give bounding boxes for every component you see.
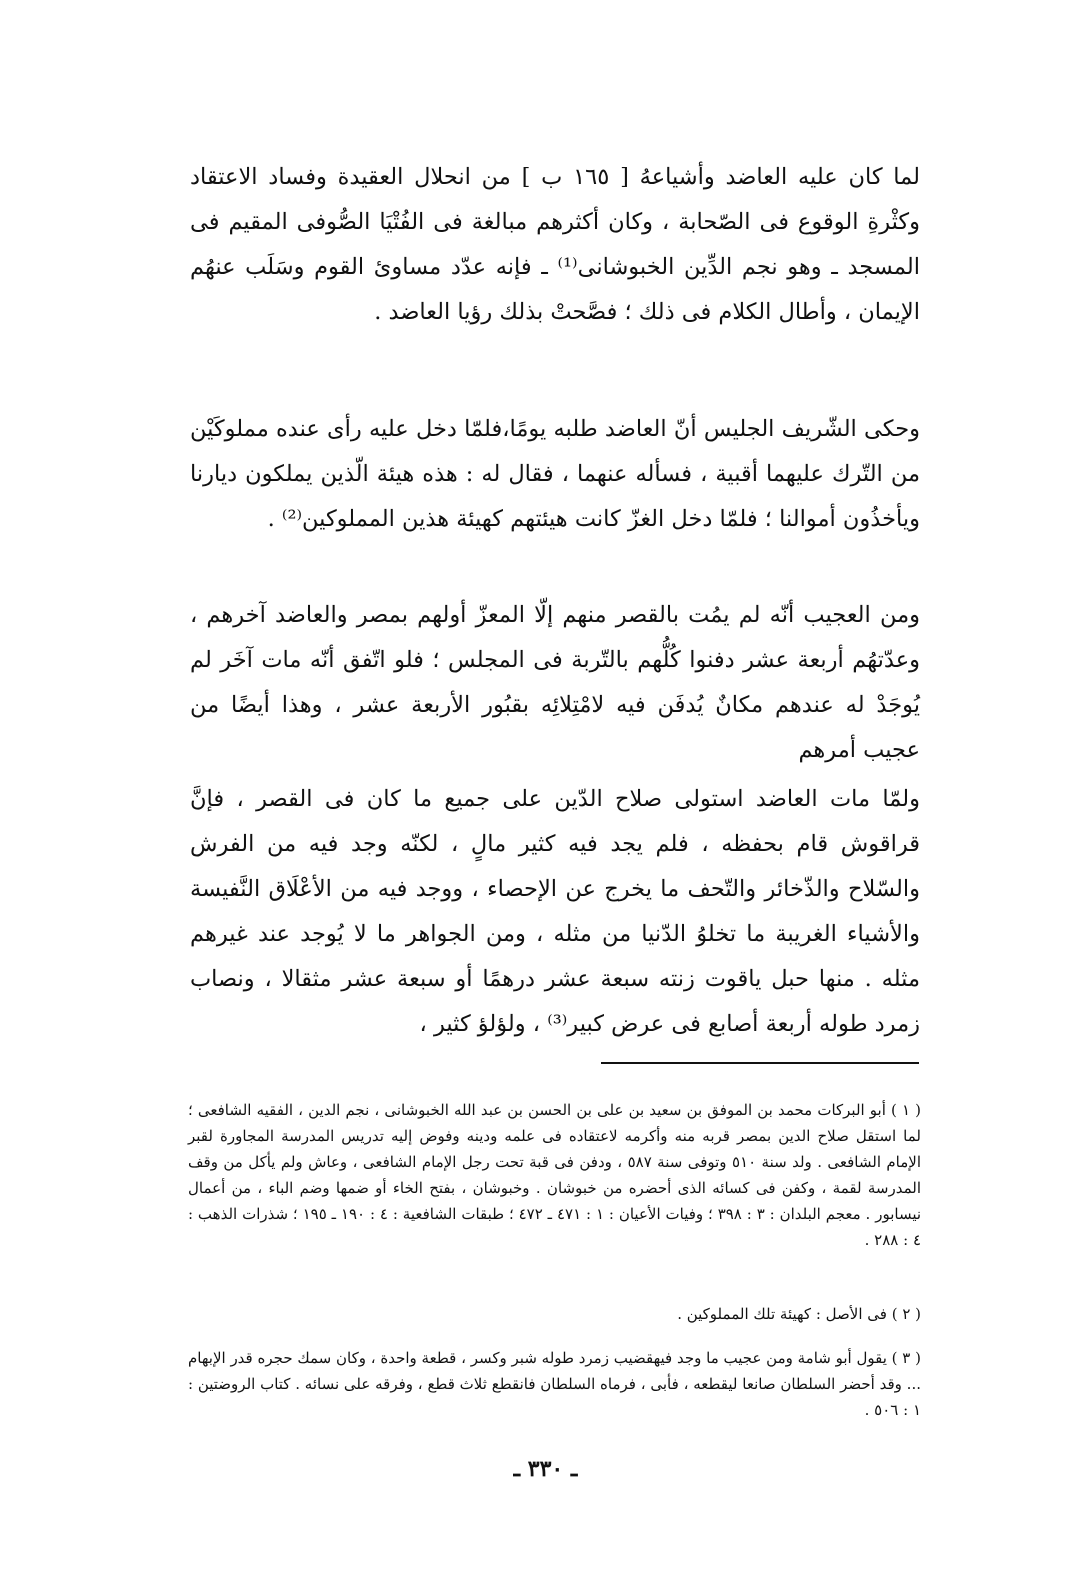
body-paragraph: لما كان عليه العاضد وأشياعهُ [ ١٦٥ ب ] من انحلال العقيدة وفساد الاعتقاد وكثْرةِ الوقوع فى الصّحابة ، وكان أكثرهم مبالغة فى الفُتْيَا الصُّوفى المقيم فى المسجد ـ وهو نجم الدِّين الخبوشانى⁽¹⁾ ـ فإنه عدّد مساوئ القوم وسَلَب عنهُم الإيمان ، وأطال الكلام فى ذلك ؛ فصَّحتْ بذلك رؤيا العاضد . xyxy=(190,164,921,325)
footnote: ( ٢ ) فى الأصل : كهيئة تلك المملوكين . xyxy=(677,1305,921,1323)
page-number: ـ ٣٣٠ ـ xyxy=(513,1456,578,1482)
body-paragraph: وحكى الشّريف الجليس أنّ العاضد طلبه يومًا،فلمّا دخل عليه رأى عنده مملوكَيْن من التّرك عليهما أقبية ، فسأله عنهما ، فقال له : هذه هيئة الّذين يملكون ديارنا ويأخذُون أموالنا ؛ فلمّا دخل الغزّ كانت هيئتهم كهيئة هذين المملوكين⁽²⁾ . xyxy=(190,416,920,532)
footnote: ( ٣ ) يقول أبو شامة ومن عجيب ما وجد فيهقضيب زمرد طوله شبر وكسر ، قطعة واحدة ، وكان سمك حجره قدر الإبهام ... وقد أحضر السلطان صانعا ليقطعه ، فأبى ، فرماه السلطان فانقطع ثلاث قطع ، وفرقه على نسائه . كتاب الروضتين : ١ : ٥٠٦ . xyxy=(188,1349,921,1419)
body-paragraph: ولمّا مات العاضد استولى صلاح الدّين على جميع ما كان فى القصر ، فإنَّ قراقوش قام بحفظه ، فلم يجد فيه كثير مالٍ ، لكنّه وجد فيه من الفرش والسّلاح والذّخائر والتّحف ما يخرج عن الإحصاء ، ووجد فيه من الأعْلَاق النَّفيسة والأشياء الغريبة ما تخلوُ الدّنيا من مثله ، ومن الجواهر ما لا يُوجد عند غيرهم مثله . منها حبل ياقوت زنته سبعة عشر درهمًا أو سبعة عشر مثقالا ، ونصاب زمرد طوله أربعة أصابع فى عرض كبير⁽³⁾ ، ولؤلؤ كثير ، xyxy=(190,786,920,1037)
footnote: ( ١ ) أبو البركات محمد بن الموفق بن سعيد بن على بن الحسن بن عبد الله الخبوشانى ، نجم الدين ، الفقيه الشافعى ؛ لما استقل صلاح الدين بمصر قربه منه وأكرمه لاعتقاده فى علمه ودينه وفوض إليه تدريس المدرسة المجاورة لقبر الإمام الشافعى . ولد سنة ٥١٠ وتوفى سنة ٥٨٧ ، ودفن فى قبة تحت رجل الإمام الشافعى ، وعاش ولم يأكل من وقف المدرسة لقمة ، وكفن فى كسائه الذى أحضره من خبوشان . وخبوشان ، بفتح الخاء أو ضمها وضم الباء ، من أعمال نيسابور . معجم البلدان : ٣ : ٣٩٨ ؛ وفيات الأعيان : ١ : ٤٧١ ـ ٤٧٢ ؛ طبقات الشافعية : ٤ : ١٩٠ ـ ١٩٥ ؛ شذرات الذهب : ٤ : ٢٨٨ . xyxy=(188,1101,922,1249)
footnote-divider xyxy=(601,1062,919,1064)
body-paragraph: ومن العجيب أنّه لم يمُت بالقصر منهم إلّا المعزّ أولهم بمصر والعاضد آخرهم ، وعدّتهُم أربعة عشر دفنوا كُلُّهم بالتّربة فى المجلس ؛ فلو اتّفق أنّه مات آخَر لم يُوجَدْ له عندهم مكانٌ يُدفَن فيه لامْتِلائِه بقبُور الأربعة عشر ، وهذا أيضًا من عجيب أمرهم xyxy=(190,602,920,763)
